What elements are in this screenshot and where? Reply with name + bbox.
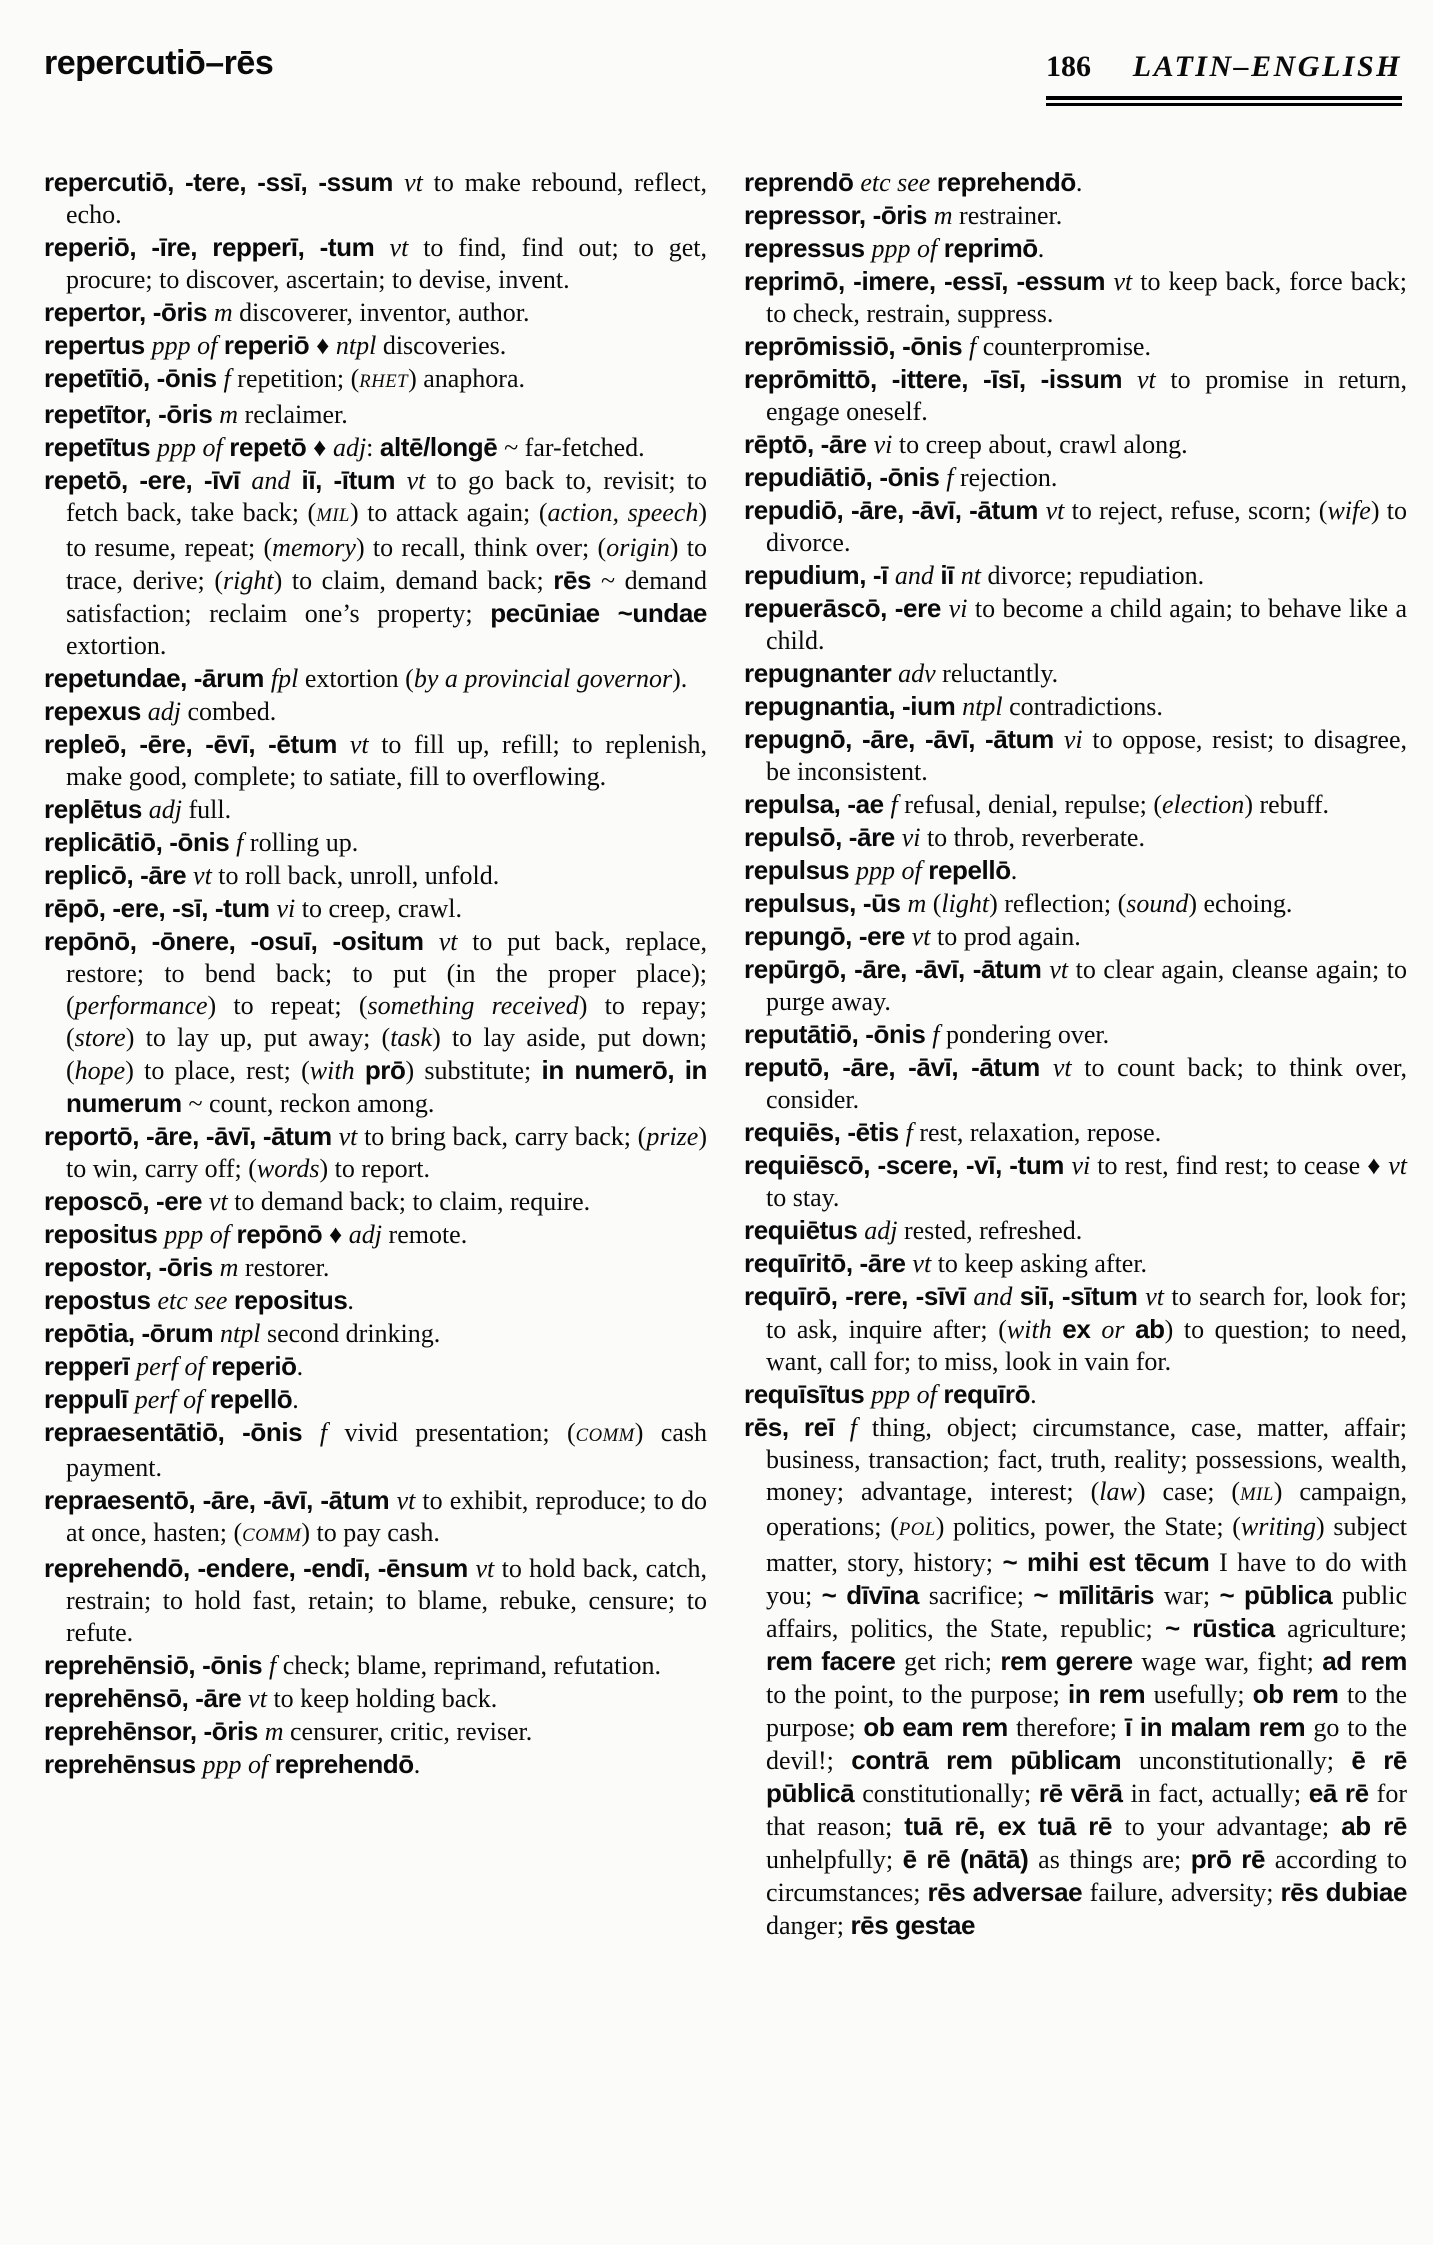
dictionary-entry: rēs, reī f thing, object; circumstance, case, matter, affair; business, transaction; fact, truth, reality; possessions, wealth, money; advantage, interest; (law) case; (MIL) campaign, operations; (POL) politics, power, the State; (writing) subject matter, story, history; ~ mihi est tēcum I have to do with you; ~ dīvīna sacrifice; ~ mīlitāris war; ~ pūblica public affairs, politics, the State, republic; ~ rūstica agriculture; rem facere get rich; rem gerere wage war, fight; ad rem to the point, to the purpose; in rem usefully; ob rem to the purpose; ob eam rem therefore; ī in malam rem go to the devil!; contrā rem pūblicam unconstitutionally; ē rē pūblicā constitutionally; rē vērā in fact, actually; eā rē for that reason; tuā rē, ex tuā rē to your advantage; ab rē unhelpfully; ē rē (nātā) as things are; prō rē according to circumstances; rēs adversae failure, adversity; rēs dubiae danger; rēs gestae <box>744 1412 1408 1940</box>
dictionary-entry: repressus ppp of reprimō. <box>744 233 1045 263</box>
dictionary-entry: repulsa, -ae f refusal, denial, repulse; (election) rebuff. <box>744 789 1330 819</box>
dictionary-entry: repulsus ppp of repellō. <box>744 855 1018 885</box>
dictionary-entry: repperī perf of reperiō. <box>44 1351 304 1381</box>
dictionary-entry: reprehēnsō, -āre vt to keep holding back. <box>44 1683 498 1713</box>
dictionary-entry: reperiō, -īre, repperī, -tum vt to find, find out; to get, procure; to discover, ascertain; to devise, invent. <box>44 232 708 294</box>
dictionary-entry: reprōmissiō, -ōnis f counterpromise. <box>744 331 1151 361</box>
dictionary-entry: repetō, -ere, -īvī and iī, -ītum vt to go back to, revisit; to fetch back, take back; (MIL) to attack again; (action, speech) to resume, repeat; (memory) to recall, think over; (origin) to trace, derive; (right) to claim, demand back; rēs ~ demand satisfaction; reclaim one’s property; pecūniae ~undae extortion. <box>44 465 708 660</box>
dictionary-entry: reprehēnsus ppp of reprehendō. <box>44 1749 421 1779</box>
dictionary-entry: reprehendō, -endere, -endī, -ēnsum vt to hold back, catch, restrain; to hold fast, retain; to blame, rebuke, censure; to refute. <box>44 1553 708 1647</box>
dictionary-entry: repraesentātiō, -ōnis f vivid presentation; (COMM) cash payment. <box>44 1417 707 1482</box>
dictionary-entry: reprōmittō, -ittere, -īsī, -issum vt to promise in return, engage oneself. <box>744 364 1407 426</box>
dictionary-entry: reprehēnsiō, -ōnis f check; blame, reprimand, refutation. <box>44 1650 662 1680</box>
dictionary-entry: repressor, -ōris m restrainer. <box>744 200 1063 230</box>
dictionary-entry: repertus ppp of reperiō ♦ ntpl discoveries. <box>44 330 507 360</box>
dictionary-entry: repūrgō, -āre, -āvī, -ātum vt to clear again, cleanse again; to purge away. <box>744 954 1407 1016</box>
dictionary-entry: requiēscō, -scere, -vī, -tum vi to rest, find rest; to cease ♦ vt to stay. <box>744 1150 1407 1212</box>
dictionary-entry: requiētus adj rested, refreshed. <box>744 1215 1083 1245</box>
dictionary-entry: repungō, -ere vt to prod again. <box>744 921 1081 951</box>
dictionary-entry: repugnō, -āre, -āvī, -ātum vi to oppose, resist; to disagree, be inconsistent. <box>744 724 1408 786</box>
dictionary-entry: repōtia, -ōrum ntpl second drinking. <box>44 1318 441 1348</box>
dictionary-entry: requīsītus ppp of requīrō. <box>744 1379 1037 1409</box>
dictionary-entry: rēptō, -āre vi to creep about, crawl along. <box>744 429 1188 459</box>
dictionary-entry: repetītus ppp of repetō ♦ adj: altē/longē ~ far-fetched. <box>44 432 645 462</box>
dictionary-entry: repetundae, -ārum fpl extortion (by a provincial governor). <box>44 663 688 693</box>
dictionary-entry: repleō, -ēre, -ēvī, -ētum vt to fill up, refill; to replenish, make good, complete; to satiate, fill to overflowing. <box>44 729 707 791</box>
section-title: LATIN–ENGLISH <box>1132 50 1402 83</box>
dictionary-entry: reputātiō, -ōnis f pondering over. <box>744 1019 1110 1049</box>
header-double-rule <box>1046 96 1402 106</box>
dictionary-entry: repulsus, -ūs m (light) reflection; (sound) echoing. <box>744 888 1293 918</box>
dictionary-entry: requīritō, -āre vt to keep asking after. <box>744 1248 1148 1278</box>
page-number: 186 <box>1046 50 1091 83</box>
dictionary-entry: replicō, -āre vt to roll back, unroll, unfold. <box>44 860 500 890</box>
dictionary-entry: reportō, -āre, -āvī, -ātum vt to bring back, carry back; (prize) to win, carry off; (words) to report. <box>44 1121 708 1183</box>
dictionary-entry: repuerāscō, -ere vi to become a child again; to behave like a child. <box>744 593 1407 655</box>
dictionary-entry: repudium, -ī and iī nt divorce; repudiation. <box>744 560 1205 590</box>
dictionary-entry: repositus ppp of repōnō ♦ adj remote. <box>44 1219 468 1249</box>
dictionary-entry: requiēs, -ētis f rest, relaxation, repose. <box>744 1117 1162 1147</box>
dictionary-entry: repetītor, -ōris m reclaimer. <box>44 399 348 429</box>
dictionary-entry: repōnō, -ōnere, -osuī, -ositum vt to put back, replace, restore; to bend back; to put (in the proper place); (performance) to repeat; (something received) to repay; (store) to lay up, put away; (task) to lay aside, put down; (hope) to place, rest; (with prō) substitute; in numerō, in numerum ~ count, reckon among. <box>44 926 708 1118</box>
dictionary-entry: reprimō, -imere, -essī, -essum vt to keep back, force back; to check, restrain, suppress. <box>744 266 1407 328</box>
dictionary-entry: rēpō, -ere, -sī, -tum vi to creep, crawl. <box>44 893 462 923</box>
dictionary-entry: requīrō, -rere, -sīvī and siī, -sītum vt to search for, look for; to ask, inquire after; (with ex or ab) to question; to need, want, call for; to miss, look in vain for. <box>744 1281 1407 1376</box>
dictionary-entry: reprendō etc see reprehendō. <box>744 167 1083 197</box>
dictionary-entry: reputō, -āre, -āvī, -ātum vt to count back; to think over, consider. <box>744 1052 1408 1114</box>
running-head-right <box>1046 50 1402 84</box>
dictionary-entry: repercutiō, -tere, -ssī, -ssum vt to make rebound, reflect, echo. <box>44 167 708 229</box>
dictionary-entry: repugnanter adv reluctantly. <box>744 658 1059 688</box>
dictionary-entry: reposcō, -ere vt to demand back; to claim, require. <box>44 1186 591 1216</box>
left-column <box>44 166 707 1781</box>
dictionary-entry: reprehēnsor, -ōris m censurer, critic, reviser. <box>44 1716 533 1746</box>
guide-word: repercutiō–rēs <box>44 44 274 82</box>
dictionary-entry: repudiātiō, -ōnis f rejection. <box>744 462 1058 492</box>
dictionary-entry: repertor, -ōris m discoverer, inventor, author. <box>44 297 530 327</box>
dictionary-entry: replicātiō, -ōnis f rolling up. <box>44 827 359 857</box>
dictionary-entry: repudiō, -āre, -āvī, -ātum vt to reject, refuse, scorn; (wife) to divorce. <box>744 495 1407 557</box>
dictionary-entry: reppulī perf of repellō. <box>44 1384 299 1414</box>
dictionary-entry: repulsō, -āre vi to throb, reverberate. <box>744 822 1145 852</box>
right-column <box>744 166 1407 1942</box>
dictionary-entry: repraesentō, -āre, -āvī, -ātum vt to exhibit, reproduce; to do at once, hasten; (COMM) to pay cash. <box>44 1485 708 1547</box>
dictionary-entry: repexus adj combed. <box>44 696 277 726</box>
dictionary-entry: repostor, -ōris m restorer. <box>44 1252 330 1282</box>
dictionary-entry: repugnantia, -ium ntpl contradictions. <box>744 691 1163 721</box>
dictionary-entry: repostus etc see repositus. <box>44 1285 354 1315</box>
dictionary-entry: repetītiō, -ōnis f repetition; (RHET) anaphora. <box>44 363 525 393</box>
dictionary-entry: replētus adj full. <box>44 794 232 824</box>
